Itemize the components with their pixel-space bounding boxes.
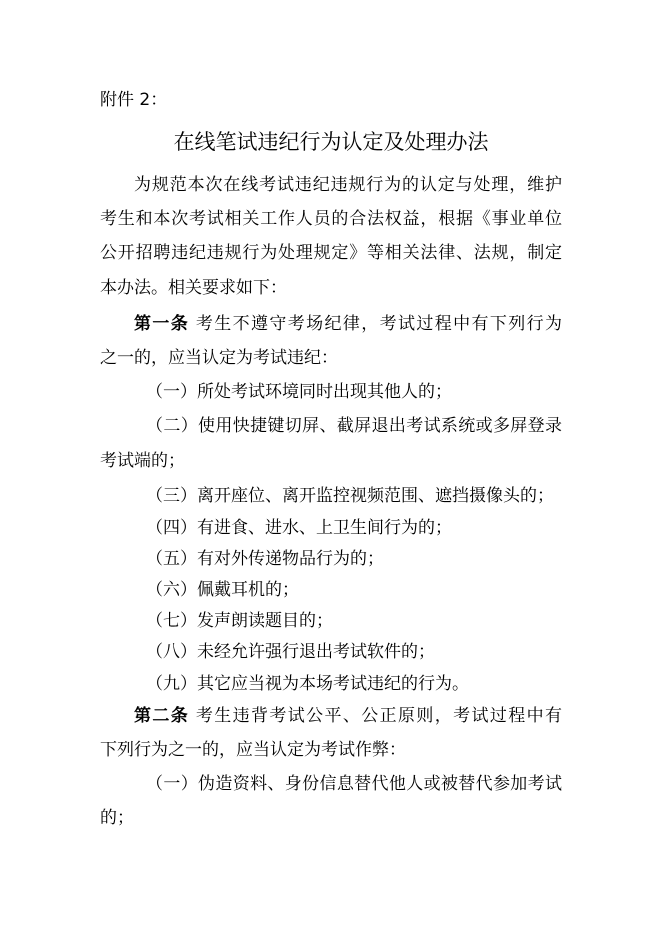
attachment-label: 附件 2： bbox=[100, 90, 168, 110]
article-1-item-8: （八）未经允许强行退出考试软件的； bbox=[146, 642, 435, 662]
article-1-text-1: 考生不遵守考场纪律，考试过程中有下列行为 bbox=[189, 314, 563, 334]
article-1-text-2: 之一的，应当认定为考试违纪： bbox=[100, 348, 338, 368]
article-2-heading: 第二条 bbox=[134, 706, 190, 726]
preamble-line-4: 本办法。相关要求如下： bbox=[100, 278, 287, 298]
article-1-first-line bbox=[134, 313, 562, 335]
article-1-item-4: （四）有进食、进水、上卫生间行为的； bbox=[146, 518, 452, 538]
article-1-item-2: （二）使用快捷键切屏、截屏退出考试系统或多屏登录 bbox=[146, 416, 562, 436]
article-1-item-1: （一）所处考试环境同时出现其他人的； bbox=[146, 382, 452, 402]
article-1-item-6: （六）佩戴耳机的； bbox=[146, 580, 299, 600]
article-1-item-5: （五）有对外传递物品行为的； bbox=[146, 549, 384, 569]
preamble-line-2: 考生和本次考试相关工作人员的合法权益，根据《事业单位 bbox=[100, 209, 562, 229]
preamble-line-3: 公开招聘违纪违规行为处理规定》等相关法律、法规，制定 bbox=[100, 243, 562, 263]
article-1-item-7: （七）发声朗读题目的； bbox=[146, 611, 333, 631]
article-1-item-9: （九）其它应当视为本场考试违纪的行为。 bbox=[146, 674, 469, 694]
document-title: 在线笔试违纪行为认定及处理办法 bbox=[173, 130, 489, 154]
article-2-first-line bbox=[134, 705, 562, 727]
article-2-item-1-cont: 的； bbox=[100, 808, 134, 828]
article-2-item-1: （一）伪造资料、身份信息替代他人或被替代参加考试 bbox=[146, 774, 562, 794]
article-1-item-2-cont: 考试端的； bbox=[100, 451, 185, 471]
article-1-item-3: （三）离开座位、离开监控视频范围、遮挡摄像头的； bbox=[146, 486, 554, 506]
article-1-heading: 第一条 bbox=[134, 314, 190, 334]
article-2-text-1: 考生违背考试公平、公正原则，考试过程中有 bbox=[189, 706, 563, 726]
preamble-line-1: 为规范本次在线考试违纪违规行为的认定与处理，维护 bbox=[134, 175, 562, 195]
article-2-text-2: 下列行为之一的，应当认定为考试作弊： bbox=[100, 740, 406, 760]
